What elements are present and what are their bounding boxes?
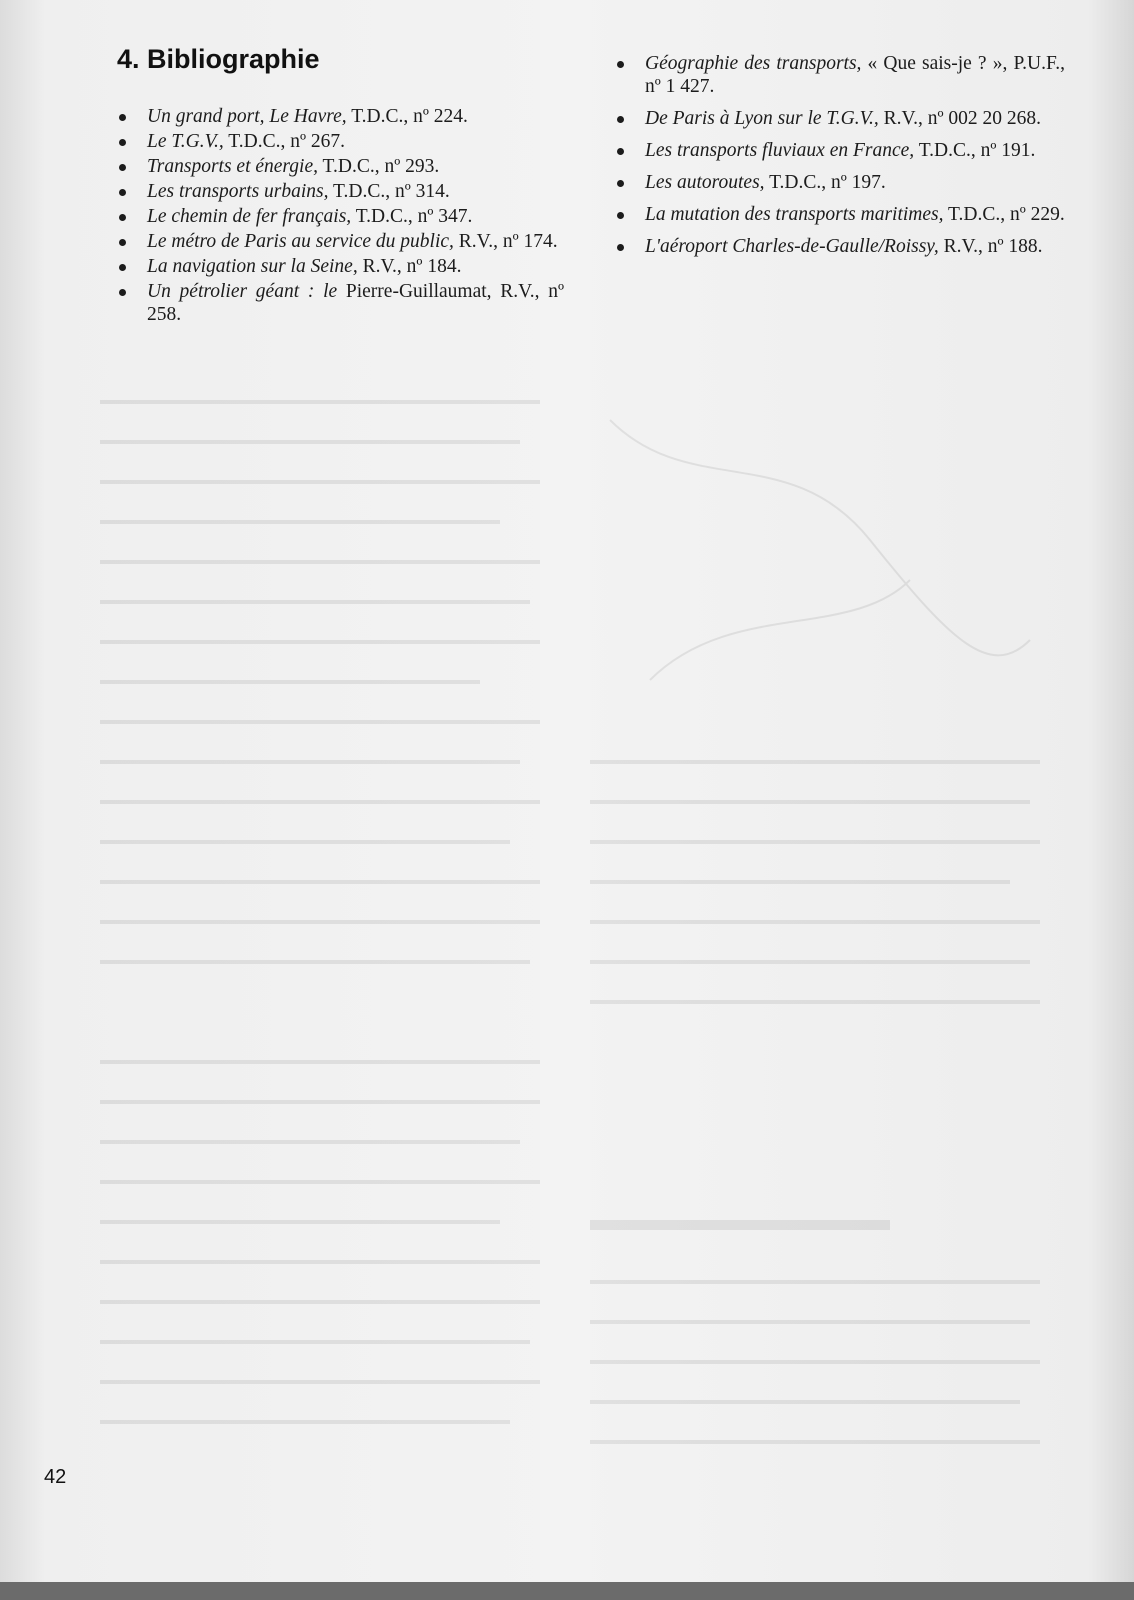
- bibliography-entry: [117, 280, 564, 326]
- show-through-texture: [90, 380, 1090, 1500]
- bibliography-entry: [615, 171, 1065, 194]
- entry-reference: Pierre-Guillaumat, R.V., nº 258.: [147, 281, 564, 325]
- bibliography-entry: [615, 52, 1065, 98]
- scan-bottom-edge: [0, 1582, 1134, 1600]
- entry-title: De Paris à Lyon sur le T.G.V.,: [645, 108, 879, 129]
- bibliography-entry: [117, 205, 564, 228]
- entry-reference: T.D.C., nº 191.: [914, 140, 1036, 161]
- entry-title: Le métro de Paris au service du public,: [147, 231, 454, 252]
- entry-title: La mutation des transports maritimes,: [645, 204, 944, 225]
- entry-reference: T.D.C., nº 314.: [328, 181, 450, 202]
- entry-reference: R.V., nº 174.: [453, 231, 558, 252]
- entry-title: Le T.G.V.,: [147, 131, 224, 152]
- entry-title: Transports et énergie,: [147, 156, 318, 177]
- bibliography-entry: [615, 139, 1065, 162]
- entry-reference: T.D.C., nº 347.: [351, 206, 473, 227]
- bibliography-entry: [615, 235, 1065, 258]
- bibliography-entry: [615, 203, 1065, 226]
- entry-title: L'aéroport Charles-de-Gaulle/Roissy,: [645, 236, 939, 257]
- bibliography-entry: [117, 130, 564, 153]
- entry-reference: R.V., nº 188.: [938, 236, 1043, 257]
- entry-title: La navigation sur la Seine,: [147, 256, 358, 277]
- entry-title: Le chemin de fer français,: [147, 206, 352, 227]
- entry-title: Les transports urbains,: [147, 181, 329, 202]
- entry-reference: T.D.C., nº 229.: [943, 204, 1065, 225]
- entry-title: Un grand port, Le Havre,: [147, 106, 347, 127]
- bibliography-entry: [117, 155, 564, 178]
- bibliography-entry: [117, 230, 564, 253]
- entry-title: Les autoroutes,: [645, 172, 765, 193]
- bibliography-entry: [615, 107, 1065, 130]
- entry-reference: T.D.C., nº 267.: [223, 131, 346, 152]
- entry-reference: T.D.C., nº 293.: [318, 156, 440, 177]
- entry-title: Les transports fluviaux en France,: [645, 140, 915, 161]
- bibliography-entry: [117, 180, 564, 203]
- section-heading: 4. Bibliographie: [117, 44, 320, 74]
- entry-title: Un pétrolier géant : le: [147, 281, 338, 302]
- entry-reference: « Que sais-je ? », P.U.F., nº 1 427.: [645, 53, 1065, 97]
- bibliography-list-right: [615, 52, 1065, 267]
- entry-reference: T.D.C., nº 197.: [764, 172, 886, 193]
- entry-reference: R.V., nº 184.: [357, 256, 462, 277]
- entry-reference: R.V., nº 002 20 268.: [878, 108, 1042, 129]
- entry-title: Géographie des transports,: [645, 53, 862, 74]
- bibliography-entry: [117, 255, 564, 278]
- bibliography-list-left: [117, 105, 564, 328]
- entry-reference: T.D.C., nº 224.: [346, 106, 468, 127]
- page-number: 42: [44, 1466, 67, 1488]
- bibliography-entry: [117, 105, 564, 128]
